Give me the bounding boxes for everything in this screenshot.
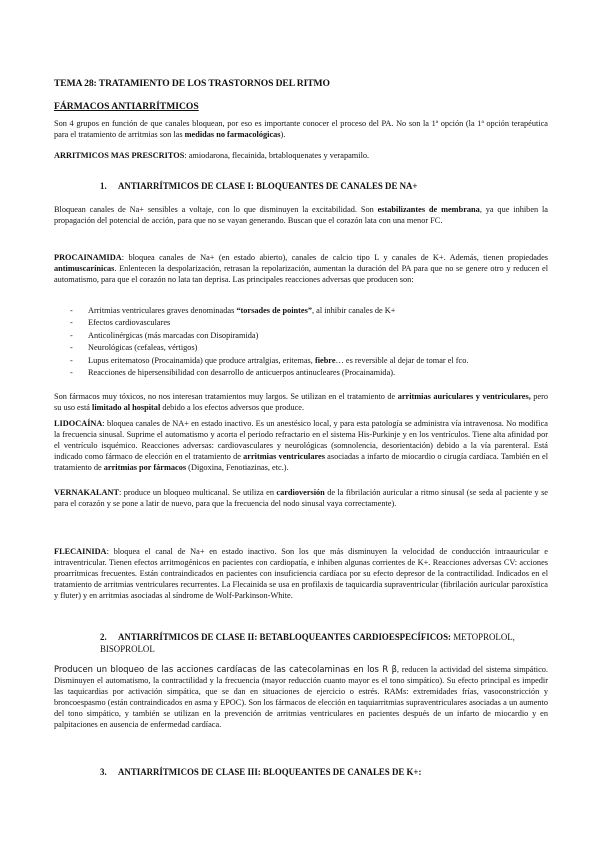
procainamida-paragraph: PROCAINAMIDA: bloquea canales de Na+ (en estado abierto), canales de calcio tipo L y canales de K+. Además, tienen propiedades antimuscarínicas. Enlentecen la despolarización, retrasan la repolarización, aumentan la duración del PA para que no se genere otro y reducen el automatismo, para que el corazón no lata tan deprisa. Las principales reacciones adversas que producen son: bbox=[54, 253, 548, 284]
intro-paragraph: Son 4 grupos en función de que canales bloquean, por eso es importante conocer el proceso del PA. No son la 1ª opción (la 1ª opción terapéutica para el tratamiento de arritmias son las medidas no farmacológicas). bbox=[54, 119, 548, 139]
class-1-heading: 1. ANTIARRÍTMICOS DE CLASE I: BLOQUEANTES DE CANALES DE NA+ bbox=[100, 181, 418, 191]
list-item: - Lupus eritematoso (Procainamida) que produce artralgias, eritemas, fiebre… es reversible al dejar de tomar el fco. bbox=[70, 355, 469, 365]
section-subtitle: FÁRMACOS ANTIARRÍTMICOS bbox=[54, 101, 199, 112]
class-2-paragraph: Producen un bloqueo de las acciones cardíacas de las catecolaminas en los R β, reducen la actividad del sistema simpático. Disminuyen el automatismo, la contractilidad y la frecuencia (mayor reducción cuanto mayor es el tono simpático). Su efecto principal es impedir las taquicardias por activación simpática, que se dan en situaciones de ejercicio o estrés. RAMs: extremidades frías, vasoconstricción y broncoespasmo (están contraindicados en asma y EPOC). Son los fármacos de elección en taquiarritmias supraventriculares asociadas a un aumento del tono simpático, y también se utilizan en la prevención de arritmias ventriculares en pacientes después de un infarto de miocardio y en palpitaciones en ausencia de enfermedad cardíaca. bbox=[54, 664, 548, 729]
adverse-reactions-list bbox=[70, 305, 548, 379]
list-item: - Neurológicas (cefaleas, vértigos) bbox=[70, 343, 198, 353]
lidocaina-paragraph: LIDOCAÍNA: bloquea canales de NA+ en estado inactivo. Es un anestésico local, y para esta patología se administra vía intravenosa. No modifica la frecuencia sinusal. Suprime el automatismo y acorta el periodo refractario en el sistema His-Purkinje y en los ventrículos. Tiene alta afinidad por el ventrículo isquémico. Reacciones adversas: cardiovasculares y neurológicas (somnolencia, desorientación) debido a la vía parenteral. Está indicado como fármaco de elección en el tratamiento de arritmias ventriculares asociadas a infarto de miocardio o cirugía cardíaca. También en el tratamiento de arritmias por fármacos (Digoxina, Fenotiazinas, etc.). bbox=[54, 419, 549, 472]
flecainida-paragraph: FLECAINIDA: bloquea el canal de Na+ en estado inactivo. Son los que más disminuyen la velocidad de conducción intraauricular e intraventricular. Tienen efectos arritmogénicos en pacientes con cardiopatía, e inhiben algunas corrientes de K+. Reacciones adversas CV: acciones proarrítmicas frecuentes. Están contraindicados en pacientes con insuficiencia cardíaca por su efecto depresor de la contractilidad. Indicados en el tratamiento de arritmias ventriculares recurrentes. La Flecainida se usa en profilaxis de taquicardia supraventricular (fibrilación auricular paroxística y fluter) y en arritmias asociadas al síndrome de Wolf-Parkinson-White. bbox=[54, 547, 548, 600]
list-item: - Reacciones de hipersensibilidad con desarrollo de anticuerpos antinucleares (Procainamida). bbox=[70, 368, 396, 378]
prescribed-paragraph: ARRITMICOS MAS PRESCRITOS: amiodarona, flecainida, brtabloquenates y verapamilo. bbox=[54, 151, 370, 160]
vernakalant-paragraph: VERNAKALANT: produce un bloqueo multicanal. Se utiliza en cardioversión de la fibrilación auricular a ritmo sinusal (se seda al paciente y se para el corazón y se pone a latir de nuevo, para que la frecuencia del nodo sinusal vaya correctamente). bbox=[54, 488, 548, 508]
list-item: - Anticolinérgicas (más marcadas con Disopiramida) bbox=[70, 330, 259, 340]
list-item: - Arritmias ventriculares graves denominadas “torsades de pointes”, al inhibir canales de K+ bbox=[70, 306, 396, 315]
document-title: TEMA 28: TRATAMIENTO DE LOS TRASTORNOS DEL RITMO bbox=[54, 78, 330, 89]
class-3-heading: 3. ANTIARRÍTMICOS DE CLASE III: BLOQUEANTES DE CANALES DE K+: bbox=[100, 767, 422, 777]
list-item: - Efectos cardiovasculares bbox=[70, 318, 171, 328]
toxicity-paragraph: Son fármacos muy tóxicos, no nos interesan tratamientos muy largos. Se utilizan en el tratamiento de arritmias auriculares y ventriculares, pero su uso está limitado al hospital debido a los efectos adversos que produce. bbox=[54, 392, 548, 412]
class-2-heading: 2. ANTIARRÍTMICOS DE CLASE II: BETABLOQUEANTES CARDIOESPECÍFICOS: METOPROLOL, BISOPROLOL bbox=[100, 632, 515, 654]
class-1-intro: Bloquean canales de Na+ sensibles a voltaje, con lo que disminuyen la excitabilidad. Son estabilizantes de membrana, ya que inhiben la propagación del potencial de acción, para que no se vayan generando. Buscan que el corazón lata con una menor FC. bbox=[54, 205, 548, 225]
